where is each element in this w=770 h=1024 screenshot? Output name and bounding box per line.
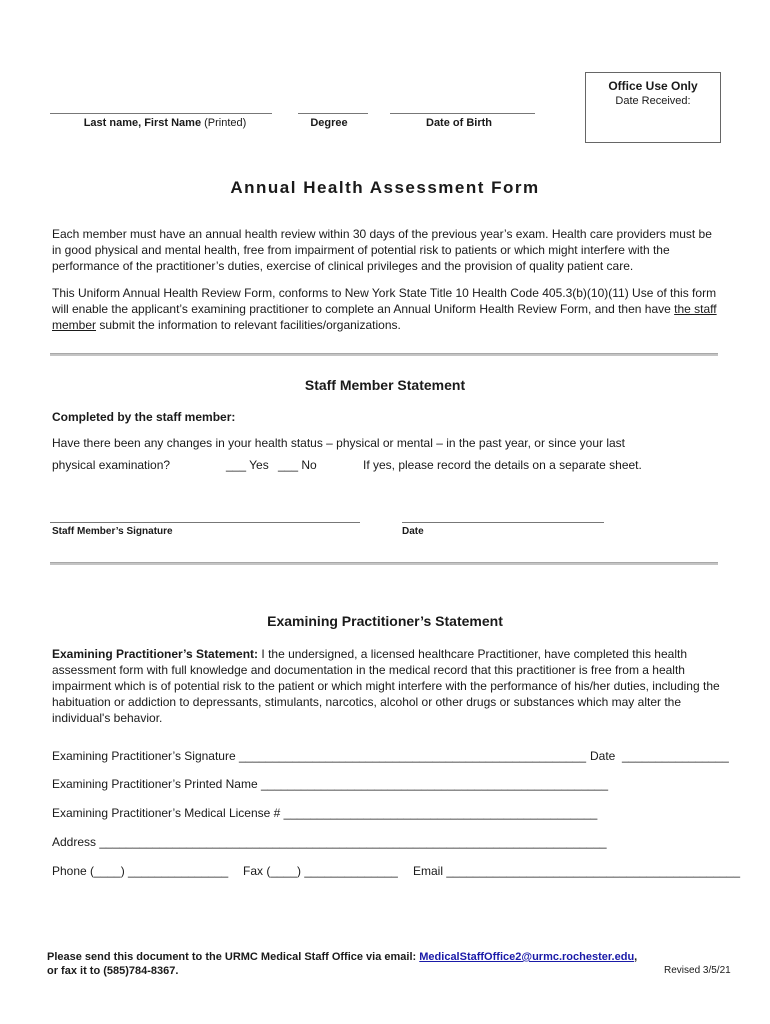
address-field[interactable]: Address ____________________________________________________________________________ (52, 835, 607, 849)
if-yes-note: If yes, please record the details on a separate sheet. (363, 458, 642, 472)
practitioner-printed-name-field[interactable]: Examining Practitioner’s Printed Name ____________________________________________________ (52, 777, 609, 791)
form-title: Annual Health Assessment Form (230, 178, 540, 197)
dob-label: Date of Birth (426, 117, 492, 129)
degree-line[interactable] (298, 113, 368, 114)
footer-send-line: Please send this document to the URMC Medical Staff Office via email: MedicalStaffOffice2@urmc.rochester.edu, (47, 951, 638, 963)
health-question-line-1: Have there been any changes in your health status – physical or mental – in the past year, or since your last (52, 436, 625, 450)
staff-signature-label: Staff Member’s Signature (52, 526, 173, 537)
office-use-title: Office Use Only (608, 79, 698, 93)
intro-paragraph-2: This Uniform Annual Health Review Form, conforms to New York State Title 10 Health Code 405.3(b)(10)(11) Use of this form will enable the applicant’s examining practitioner to complete an Annual Uniform Health Review Form, and then have the staff member submit the information to relevant facilities/organizations. (52, 286, 717, 332)
yes-checkbox[interactable]: ___ Yes (226, 458, 269, 472)
health-question-line-2: physical examination? (52, 458, 171, 472)
intro-paragraph-1: Each member must have an annual health review within 30 days of the previous year’s exam. Health care providers must be in good physical and mental health, free from impairment of potential risk to patients or which might interfere with the performance of the practitioner’s duties, exercise of clinical privileges and the provision of quality patient care. (52, 227, 712, 273)
staff-statement-heading: Staff Member Statement (304, 377, 466, 393)
name-label: Last name, First Name (Printed) (83, 117, 247, 129)
practitioner-signature-field[interactable]: Examining Practitioner’s Signature ____________________________________________________ (52, 749, 587, 763)
practitioner-statement: Examining Practitioner’s Statement: I the undersigned, a licensed healthcare Practitioner, have completed this health assessment form with full knowledge and documentation in the medical record that this practitioner is free from a health impairment which is of potential risk to the patient or which might interfere with the performance of his/her duties, including the habituation or addiction to depressants, stimulants, narcotics, alcohol or other drugs or substances which may alter the individual's behavior. (52, 647, 720, 725)
divider-1 (50, 353, 718, 356)
revised-date: Revised 3/5/21 (664, 965, 731, 976)
fax-field[interactable]: Fax (____) ______________ (243, 864, 398, 878)
no-checkbox[interactable]: ___ No (278, 458, 317, 472)
practitioner-date-field[interactable]: ________________ (622, 749, 729, 763)
date-received-label: Date Received: (615, 95, 691, 107)
practitioner-statement-heading: Examining Practitioner’s Statement (267, 613, 503, 629)
degree-label: Degree (310, 117, 348, 129)
practitioner-license-field[interactable]: Examining Practitioner’s Medical License # _______________________________________________ (52, 806, 598, 820)
staff-date-line[interactable] (402, 522, 604, 523)
staff-signature-line[interactable] (50, 522, 360, 523)
completed-by-label: Completed by the staff member: (52, 410, 236, 424)
practitioner-date-label: Date (590, 749, 616, 763)
name-line[interactable] (50, 113, 272, 114)
staff-date-label: Date (402, 526, 424, 537)
footer-fax-line: or fax it to (585)784-8367. (47, 965, 179, 977)
email-field[interactable]: Email ____________________________________________ (413, 864, 740, 878)
medical-staff-email-link[interactable]: MedicalStaffOffice2@urmc.rochester.edu (419, 951, 635, 963)
divider-2 (50, 562, 718, 565)
staff-member-underlined: the staff member (52, 302, 717, 332)
dob-line[interactable] (390, 113, 535, 114)
office-use-box (585, 72, 721, 143)
phone-field[interactable]: Phone (____) _______________ (52, 864, 229, 878)
